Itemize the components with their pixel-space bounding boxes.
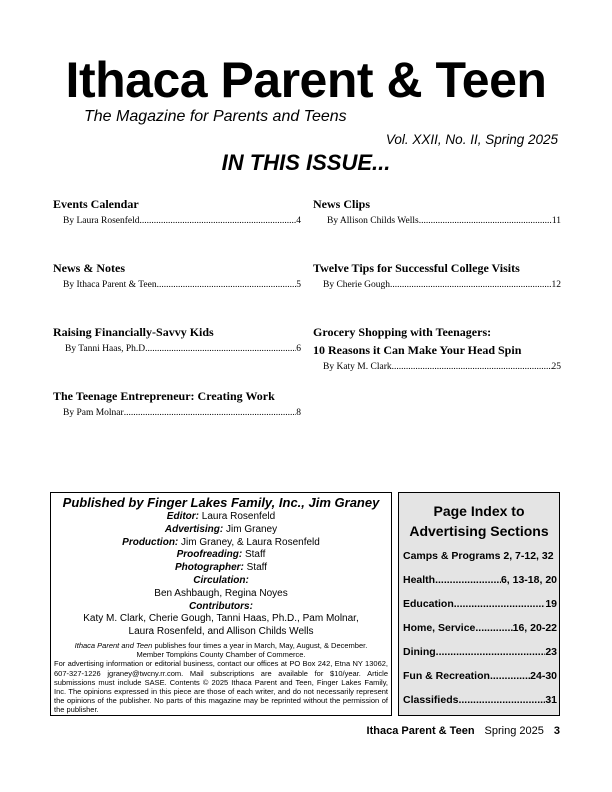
magazine-tagline: The Magazine for Parents and Teens (84, 108, 347, 125)
article-news-clips (313, 196, 561, 228)
dot-leader (436, 645, 546, 659)
article-events-calendar (53, 196, 301, 228)
article-author: By Laura Rosenfeld (63, 216, 140, 226)
article-byline (313, 278, 561, 292)
index-label: Dining (403, 646, 436, 658)
contributors-line-2: Laura Rosenfeld, and Allison Childs Wells (128, 626, 314, 638)
dot-leader (390, 278, 551, 292)
article-page: 8 (296, 408, 301, 418)
dot-leader (475, 621, 512, 635)
article-teenage-entrepreneur (53, 388, 301, 420)
article-author: By Pam Molnar (63, 408, 124, 418)
footer-magazine-name: Ithaca Parent & Teen (366, 725, 475, 737)
proofreading-row (54, 549, 388, 562)
page-index-title-line-1: Page Index to (433, 503, 525, 519)
publication-frequency (54, 641, 388, 650)
advertising-name: Jim Graney (226, 523, 278, 535)
article-title: The Teenage Entrepreneur: Creating Work (53, 389, 275, 403)
publisher-heading: Published by Finger Lakes Family, Inc., Jim Graney (62, 495, 380, 510)
article-author: By Cherie Gough (323, 280, 391, 290)
photographer-label: Photographer: (174, 562, 244, 574)
proofreading-label: Proofreading: (176, 549, 243, 561)
article-page: 11 (551, 216, 561, 226)
article-byline (53, 406, 301, 420)
index-label: Camps & Programs 2, 7-12, 32 (403, 550, 554, 562)
article-author: By Katy M. Clark (323, 362, 392, 372)
article-title: News & Notes (53, 261, 125, 275)
dot-leader (157, 278, 297, 292)
article-author: By Ithaca Parent & Teen (63, 280, 157, 290)
article-grocery-shopping (313, 324, 561, 374)
article-byline (313, 360, 561, 374)
index-label: Health (403, 574, 436, 586)
article-page: 5 (296, 280, 301, 290)
dot-leader (140, 214, 297, 228)
article-page: 25 (551, 362, 561, 372)
photographer-name: Staff (246, 562, 268, 574)
index-item-camps (403, 549, 557, 563)
publication-name: Ithaca Parent and Teen (74, 640, 153, 650)
index-label: Classifieds (403, 694, 459, 706)
dot-leader (490, 669, 530, 683)
circulation-names: Ben Ashbaugh, Regina Noyes (154, 587, 288, 599)
index-page: 24-30 (530, 670, 557, 682)
proofreading-name: Staff (244, 549, 266, 561)
article-page: 6 (296, 344, 301, 354)
article-title: Events Calendar (53, 197, 139, 211)
production-label: Production: (122, 536, 179, 548)
page-index-box (398, 492, 560, 716)
index-label: Fun & Recreation (403, 670, 490, 682)
article-byline (313, 214, 561, 228)
photographer-row (54, 562, 388, 575)
dot-leader (419, 214, 552, 228)
advertising-label: Advertising: (164, 523, 224, 535)
index-page: 23 (545, 646, 557, 658)
article-college-visits (313, 260, 561, 292)
article-title: News Clips (313, 197, 371, 211)
index-item-education (403, 597, 557, 611)
frequency-text: publishes four times a year in March, May, August, & December. (152, 640, 368, 650)
page-index-title-line-2: Advertising Sections (409, 523, 549, 539)
editor-label: Editor: (166, 511, 200, 522)
footer-page-number: 3 (553, 725, 560, 737)
article-page: 12 (551, 280, 561, 290)
article-title: Twelve Tips for Successful College Visits (313, 261, 520, 275)
article-title-line-2: 10 Reasons it Can Make Your Head Spin (313, 343, 522, 357)
index-item-home-service (403, 621, 557, 635)
dot-leader (435, 573, 501, 587)
dot-leader (124, 406, 297, 420)
index-label: Education (403, 598, 454, 610)
index-label: Home, Service (403, 622, 476, 634)
dot-leader (148, 342, 297, 356)
index-page: 16, 20-22 (512, 622, 557, 634)
fine-print: For advertising information or editorial business, contact our offices at PO Box 242, Etna NY 13062, 607-327-1226 jgraney@twcny.rr.com. Mail subscriptions are available for $10/year. Article submissions must include SASE. Contents © 2025 Ithaca Parent and Teen, Finger Lakes Family, Inc. The opinions expressed in this piece are those of each writer, and do not necessarily represent the opinions of the publisher. No parts of this magazine may be reprinted without the permission of the publisher. (54, 659, 388, 715)
circulation-label: Circulation: (193, 574, 249, 586)
advertising-row (54, 524, 388, 537)
index-item-health (403, 573, 557, 587)
editor-row (54, 511, 388, 524)
article-author: By Tanni Haas, Ph.D. (65, 344, 148, 354)
editor-name: Laura Rosenfeld (201, 511, 276, 522)
article-financially-savvy-kids (53, 324, 301, 356)
index-item-dining (403, 645, 557, 659)
article-byline (53, 214, 301, 228)
publisher-info-box (50, 492, 392, 716)
article-byline (53, 342, 301, 356)
article-title: Grocery Shopping with Teenagers: (313, 325, 492, 339)
index-page: 6, 13-18, 20 (500, 574, 557, 586)
magazine-title: Ithaca Parent & Teen (65, 52, 547, 108)
production-names: Jim Graney, & Laura Rosenfeld (181, 536, 320, 548)
article-byline (53, 278, 301, 292)
index-page: 19 (545, 598, 557, 610)
production-row (54, 537, 388, 550)
article-news-notes (53, 260, 301, 292)
index-item-classifieds (403, 693, 557, 707)
dot-leader (392, 360, 552, 374)
chamber-membership: Member Tompkins County Chamber of Commerce. (136, 650, 306, 660)
index-page: 31 (545, 694, 557, 706)
dot-leader (454, 597, 546, 611)
page-footer (367, 725, 560, 737)
contributors-label: Contributors: (189, 600, 253, 612)
contributors-line-1: Katy M. Clark, Cherie Gough, Tanni Haas, Ph.D., Pam Molnar, (83, 613, 359, 625)
dot-leader (458, 693, 545, 707)
article-author: By Allison Childs Wells (327, 216, 419, 226)
article-page: 4 (296, 216, 301, 226)
in-this-issue-heading: IN THIS ISSUE... (221, 150, 391, 175)
index-item-fun-recreation (403, 669, 557, 683)
volume-info: Vol. XXII, No. II, Spring 2025 (385, 132, 558, 147)
footer-issue: Spring 2025 (484, 725, 544, 737)
article-title: Raising Financially-Savvy Kids (53, 325, 214, 339)
